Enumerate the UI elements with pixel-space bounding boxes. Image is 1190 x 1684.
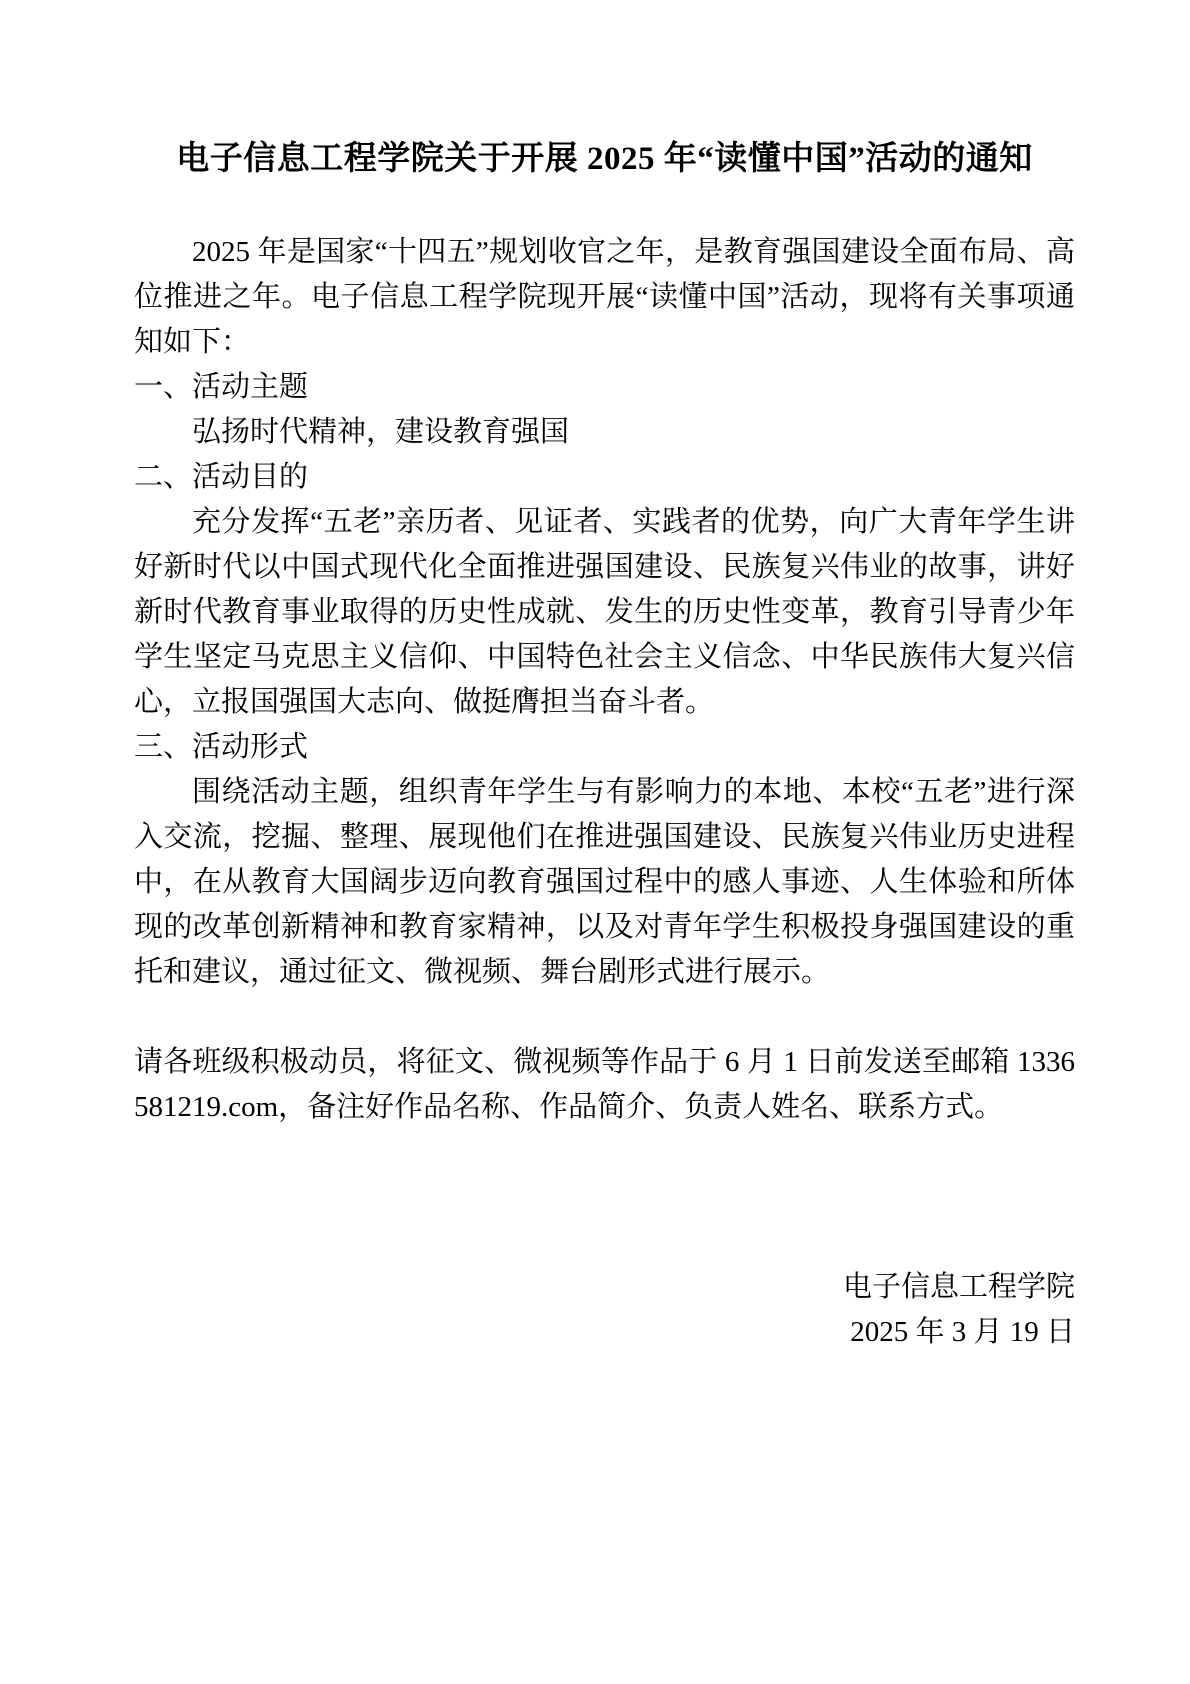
document-content: [134, 138, 1075, 1355]
closing-paragraph: 请各班级积极动员，将征文、微视频等作品于 6 月 1 日前发送至邮箱 1336581219.com，备注好作品名称、作品简介、负责人姓名、联系方式。: [134, 1046, 1075, 1123]
signature-org: 电子信息工程学院: [842, 1271, 1075, 1303]
section-2-heading: 二、活动目的: [134, 461, 309, 493]
section-2-body: 充分发挥“五老”亲历者、见证者、实践者的优势，向广大青年学生讲好新时代以中国式现代化全面推进强国建设、民族复兴伟业的故事，讲好新时代教育事业取得的历史性成就、发生的历史性变革，教育引导青少年学生坚定马克思主义信仰、中国特色社会主义信念、中华民族伟大复兴信心，立报国强国大志向、做挺膺担当奋斗者。: [134, 506, 1075, 718]
intro-paragraph: 2025 年是国家“十四五”规划收官之年，是教育强国建设全面布局、高位推进之年。电子信息工程学院现开展“读懂中国”活动，现将有关事项通知如下：: [134, 236, 1075, 358]
document-title: 电子信息工程学院关于开展 2025 年“读懂中国”活动的通知: [176, 141, 1033, 177]
section-1-heading: 一、活动主题: [134, 371, 309, 403]
signature-date: 2025 年 3 月 19 日: [850, 1316, 1075, 1348]
section-3-heading: 三、活动形式: [134, 731, 309, 763]
section-3-body: 围绕活动主题，组织青年学生与有影响力的本地、本校“五老”进行深入交流，挖掘、整理、展现他们在推进强国建设、民族复兴伟业历史进程中，在从教育大国阔步迈向教育强国过程中的感人事迹、人生体验和所体现的改革创新精神和教育家精神，以及对青年学生积极投身强国建设的重托和建议，通过征文、微视频、舞台剧形式进行展示。: [134, 776, 1075, 988]
section-1-body: 弘扬时代精神，建设教育强国: [192, 416, 570, 448]
signature-block: [134, 1265, 1075, 1355]
